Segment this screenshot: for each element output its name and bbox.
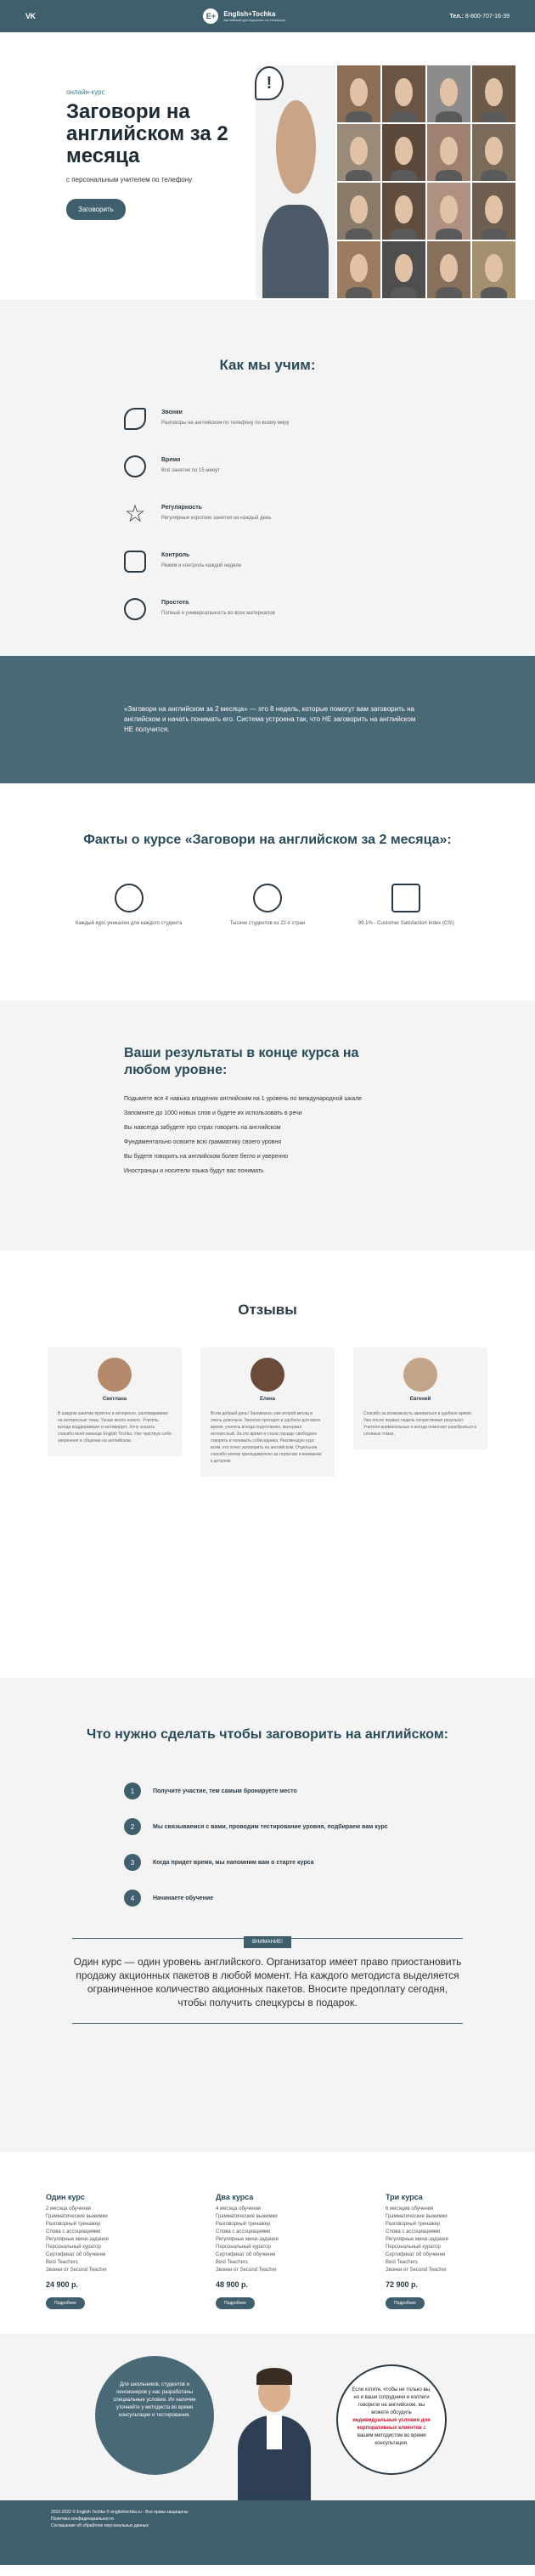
fact-row xyxy=(0,848,535,926)
corporate-offer-circle xyxy=(336,2364,447,2475)
result-item: Вы будете говорить на английском более бегло и уверенно xyxy=(124,1154,289,1160)
plan-feature: Звонки от Second Teacher xyxy=(216,2268,277,2273)
avatar xyxy=(98,1358,132,1392)
star-icon: ☆ xyxy=(124,500,146,527)
phone-number[interactable]: 8-800-707-16-39 xyxy=(465,13,510,20)
footer xyxy=(0,2500,535,2565)
plan-feature: Грамматические выжимки xyxy=(46,2214,108,2219)
student-photo xyxy=(381,65,426,123)
how-item-desc: Регулярные короткие занятия на каждый день xyxy=(161,516,272,521)
review-card xyxy=(200,1347,335,1477)
plan-feature: Best Teachers xyxy=(216,2260,248,2265)
how-item-desc: Режим и контроль каждой неделе xyxy=(161,563,242,568)
headset-icon xyxy=(253,884,282,912)
plan-feature: Регулярные мини-задания xyxy=(386,2237,448,2242)
hero-cta-button[interactable]: Заговорить xyxy=(66,199,126,220)
hero-title: Заговори на английском за 2 месяца xyxy=(66,100,228,167)
student-photo xyxy=(426,182,471,240)
plan-feature: Сертификат об обучении xyxy=(46,2252,106,2257)
hero-subtitle: с персональным учителем по телефону xyxy=(66,176,193,184)
plan-feature: Грамматические выжимки xyxy=(386,2214,448,2219)
reviews-section xyxy=(0,1251,535,1678)
phone-icon xyxy=(124,408,146,430)
avatar xyxy=(403,1358,437,1392)
review-text: В каждом занятии приятно и интересно, разговариваем на интересные темы. Узнаю много нового. Учитель всегда поддерживает и мотивирует. Хочу сказать спасибо всей команде English Tochka. Уже чувствую себя увереннее в общении на английском. xyxy=(58,1411,172,1443)
student-photo xyxy=(336,65,381,123)
student-photo xyxy=(381,182,426,240)
hero-tag: онлайн-курс xyxy=(66,88,105,96)
plan-card xyxy=(46,2193,165,2334)
review-name: Евгений xyxy=(409,1397,431,1402)
step-item xyxy=(124,1809,535,1844)
steps-title: Что нужно сделать чтобы заговорить на английском: xyxy=(87,1727,448,1742)
avatar xyxy=(251,1358,284,1392)
review-name: Светлана xyxy=(102,1397,127,1402)
plan-feature: 2 месяца обучения xyxy=(46,2206,92,2212)
how-item-name: Простота xyxy=(161,600,189,606)
plan-feature: Сертификат об обучении xyxy=(216,2252,276,2257)
plan-feature: Разговорный тренажер xyxy=(386,2222,441,2227)
student-photo xyxy=(381,240,426,299)
corporate-text-b: с вашим методистом во время консультации. xyxy=(357,2426,426,2446)
results-list xyxy=(124,1096,535,1183)
plan-feature: Звонки от Second Teacher xyxy=(386,2268,447,2273)
attention-text: Один курс — один уровень английского. Организатор имеет право приостановить продажу акционных пакетов в любой момент. На каждого методиста выделяется ограниченное количество акционных пакетов. Вносите предоплату сегодня, чтобы получить спецкурсы в подарок. xyxy=(73,1956,462,2008)
plan-feature: Регулярные мини-задания xyxy=(46,2237,109,2242)
brand[interactable] xyxy=(203,8,285,24)
brand-name: English+Tochka xyxy=(223,10,276,18)
how-item-desc: Полный и универсальность во всех материалов xyxy=(161,611,275,616)
how-item xyxy=(124,598,535,646)
step-text: Получите участие, тем самым бронируете место xyxy=(153,1788,297,1794)
how-item-name: Время xyxy=(161,457,181,463)
how-item-desc: Всё занятие по 15 минут xyxy=(161,468,220,473)
plan-details-button[interactable]: Подробнее xyxy=(46,2297,85,2309)
fact-text: 99,1% - Customer Satisfaction Index (CSI) xyxy=(358,921,454,926)
hero-left xyxy=(0,32,255,300)
student-photo xyxy=(426,65,471,123)
plan-price: 24 900 р. xyxy=(46,2280,79,2289)
top-header xyxy=(0,0,535,32)
results-section xyxy=(0,1001,535,1251)
review-name: Елена xyxy=(259,1397,276,1402)
step-number: 2 xyxy=(124,1818,141,1835)
corporate-text-a: Если хотите, чтобы не только вы, но и ваши сотрудники и коллеги говорили на английском, вы можете обсудить xyxy=(352,2387,431,2415)
plan-feature: Регулярные мини-задания xyxy=(216,2237,279,2242)
plan-feature: Слова с ассоциациями xyxy=(46,2229,101,2234)
result-item: Подымете все 4 навыка владения английским на 1 уровень по международной шкале xyxy=(124,1096,363,1102)
reviews-row xyxy=(0,1347,535,1477)
exclamation-bubble-icon: ! xyxy=(255,66,284,100)
step-text: Мы связываемся с вами, проводим тестирование уровня, подбираем вам курс xyxy=(153,1823,388,1830)
plan-feature: Слова с ассоциациями xyxy=(216,2229,271,2234)
plan-title: Один курс xyxy=(46,2193,85,2201)
fact-item xyxy=(74,884,184,926)
facts-section xyxy=(0,783,535,1001)
special-offers-section xyxy=(0,2334,535,2500)
student-photo xyxy=(471,240,516,299)
smile-icon xyxy=(124,598,146,620)
plan-feature: Best Teachers xyxy=(386,2260,418,2265)
student-photo xyxy=(426,123,471,182)
student-photo xyxy=(471,123,516,182)
steps-section xyxy=(0,1678,535,2152)
plan-title: Два курса xyxy=(216,2193,254,2201)
header-phone[interactable] xyxy=(449,14,510,20)
step-item xyxy=(124,1773,535,1809)
hero-section xyxy=(0,32,535,301)
plan-feature: Персональный куратор xyxy=(386,2245,441,2250)
clock-icon xyxy=(124,455,146,477)
brand-logo: E+ xyxy=(203,8,218,24)
calendar-icon xyxy=(124,551,146,573)
plan-feature: Звонки от Second Teacher xyxy=(46,2268,107,2273)
review-card xyxy=(353,1347,487,1449)
step-number: 1 xyxy=(124,1782,141,1799)
step-number: 4 xyxy=(124,1890,141,1907)
brand-subtitle: Английский для взрослых по телефону xyxy=(223,18,286,22)
fact-text: Каждый курс уникален для каждого студента xyxy=(75,921,183,926)
plan-feature: Грамматические выжимки xyxy=(216,2214,278,2219)
student-photo xyxy=(471,65,516,123)
pricing-section xyxy=(0,2152,535,2334)
corporate-offer-text xyxy=(352,2387,431,2448)
plan-feature: Персональный куратор xyxy=(216,2245,271,2250)
how-item-name: Регулярность xyxy=(161,505,202,511)
plan-feature: 6 месяцев обучения xyxy=(386,2206,434,2212)
step-text: Начинаете обучение xyxy=(153,1895,214,1901)
how-item xyxy=(124,551,535,598)
graduation-cap-icon xyxy=(391,884,420,912)
student-photo xyxy=(336,123,381,182)
corporate-highlight: индивидуальные условия для корпоративных клиентов xyxy=(352,2418,431,2431)
user-icon xyxy=(115,884,144,912)
plan-details-button[interactable]: Подробнее xyxy=(216,2297,255,2309)
how-item xyxy=(124,500,535,551)
attention-block xyxy=(72,1938,463,2024)
how-item xyxy=(124,455,535,503)
step-number: 3 xyxy=(124,1854,141,1871)
teacher-figure xyxy=(238,2364,311,2500)
students-offer-text: Для школьников, студентов и пенсионеров у нас разработаны специальные условия. Их наличие уточняйте у методиста во время консультации и тестирования. xyxy=(113,2382,196,2418)
students-offer-circle xyxy=(95,2356,214,2475)
student-photo xyxy=(336,182,381,240)
band-text: «Заговори на английском за 2 месяца» — это 8 недель, которые помогут вам заговорить на английском и начать понимать его. Система устроена так, что НЕ заговорить на английском НЕ получится. xyxy=(124,705,416,733)
step-item xyxy=(124,1880,535,1916)
plan-card xyxy=(386,2193,504,2334)
phone-label: Тел.: xyxy=(449,13,464,20)
plan-feature: Разговорный тренажер xyxy=(46,2222,101,2227)
review-text: Всем добрый день! Занимаюсь уже второй месяц и очень довольна. Занятия проходят в удобное для меня время, учитель всегда подготовлен, материал интересный. За это время я стала гораздо свободнее говорить и понимать собеседника. Рекомендую курс всем, кто хочет заговорить на английском. Отдельное спасибо моему преподавателю за терпение и внимание к деталям. xyxy=(211,1411,322,1464)
divider xyxy=(72,2023,463,2024)
teacher-hair xyxy=(256,2368,292,2385)
student-photo xyxy=(426,240,471,299)
plan-feature: Сертификат об обучении xyxy=(386,2252,446,2257)
student-photo xyxy=(471,182,516,240)
plan-price: 72 900 р. xyxy=(386,2280,419,2289)
result-item: Вы навсегда забудете про страх говорить на английском xyxy=(124,1125,281,1131)
result-item: Иностранцы и носители языка будут вас понимать xyxy=(124,1168,264,1174)
hero-image xyxy=(255,32,535,300)
plan-price: 48 900 р. xyxy=(216,2280,249,2289)
student-photo xyxy=(336,240,381,299)
student-photo xyxy=(381,123,426,182)
plan-feature: Best Teachers xyxy=(46,2260,78,2265)
step-item xyxy=(124,1844,535,1880)
results-title: Ваши результаты в конце курса на любом уровне: xyxy=(124,1046,359,1077)
how-item-name: Контроль xyxy=(161,552,190,558)
fact-text: Тысячи студентов из 22-х стран xyxy=(229,921,306,926)
step-text: Когда придет время, мы напомним вам о старте курса xyxy=(153,1859,314,1866)
how-title: Как мы учим: xyxy=(219,357,316,373)
plan-title: Три курса xyxy=(386,2193,423,2201)
fact-item xyxy=(212,884,323,926)
how-item-desc: Разговоры на английском по телефону по всему миру xyxy=(161,421,290,426)
plan-details-button[interactable]: Подробнее xyxy=(386,2297,425,2309)
plan-card xyxy=(216,2193,335,2334)
step-list xyxy=(124,1773,535,1916)
result-item: Запомните до 1000 новых слов и будете их использовать в речи xyxy=(124,1110,302,1116)
plan-feature: Слова с ассоциациями xyxy=(386,2229,441,2234)
teacher-shirt xyxy=(267,2415,282,2449)
plan-feature: Персональный куратор xyxy=(46,2245,101,2250)
review-text: Спасибо за возможность заниматься в удобное время. Уже после первых недель почувствовал результат. Учителя внимательные и всегда помогают разобраться в сложных темах. xyxy=(363,1411,476,1437)
quote-band xyxy=(0,656,535,783)
faces-grid xyxy=(255,65,518,301)
plan-feature: Разговорный тренажер xyxy=(216,2222,271,2227)
facts-title: Факты о курсе «Заговори на английском за 2 месяца»: xyxy=(83,833,452,847)
review-card xyxy=(48,1347,182,1456)
privacy-policy-link[interactable]: Политика конфиденциальности xyxy=(51,2517,114,2522)
how-item xyxy=(124,408,535,455)
fact-item xyxy=(351,884,461,926)
plan-feature: 4 месяца обучения xyxy=(216,2206,262,2212)
data-agreement-link[interactable]: Соглашение об обработке персональных данных xyxy=(51,2523,149,2528)
attention-tag: ВНИМАНИЕ! xyxy=(244,1936,291,1948)
reviews-title: Отзывы xyxy=(238,1302,297,1318)
copyright-text: 2015-2022 © English Tochka © englishtochka.ru - Все права защищены xyxy=(51,2510,189,2515)
how-we-teach-section xyxy=(0,301,535,656)
how-list xyxy=(124,408,535,646)
result-item: Фундаментально освоите всю грамматику своего уровня xyxy=(124,1139,281,1145)
vk-icon[interactable]: VK xyxy=(25,12,36,20)
how-item-name: Звонки xyxy=(161,410,183,415)
